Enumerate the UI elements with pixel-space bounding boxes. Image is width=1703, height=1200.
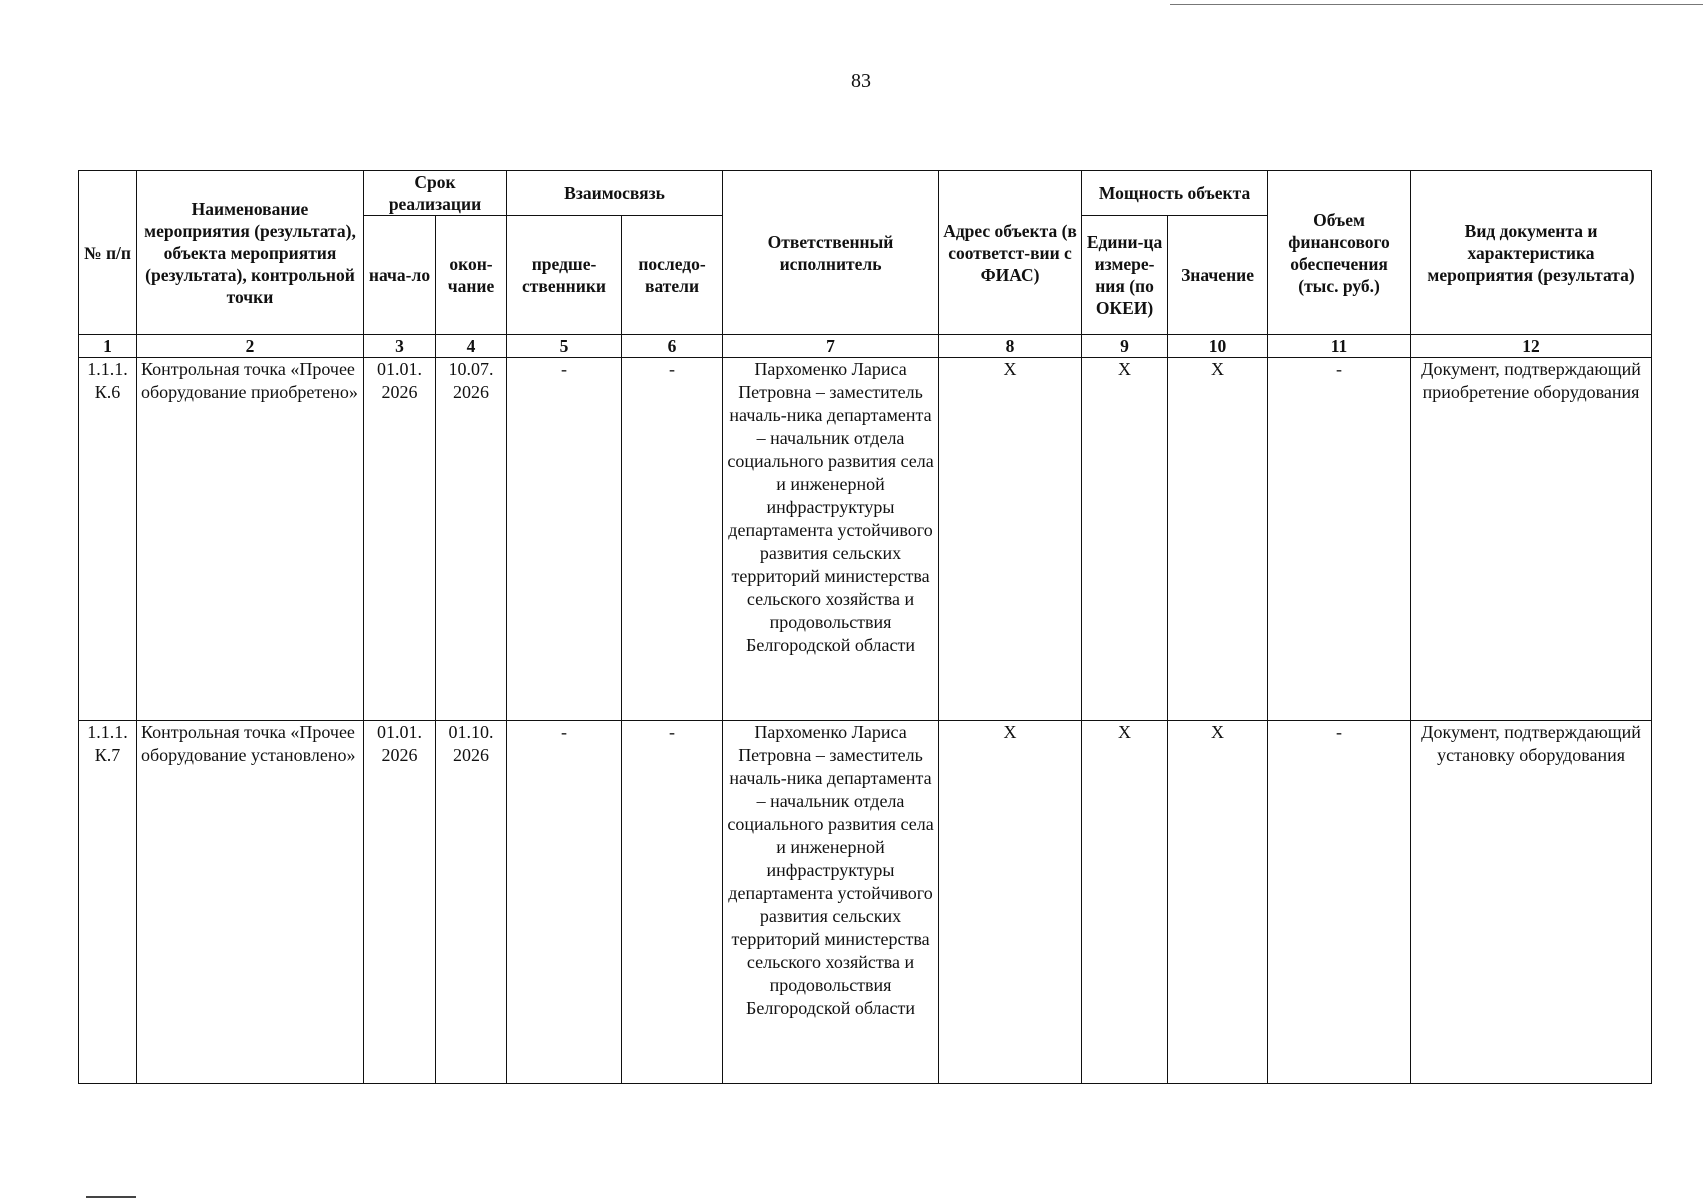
column-number: 6 (622, 335, 723, 358)
column-number: 12 (1411, 335, 1652, 358)
header-capacity-unit: Едини-ца измере-ния (по ОКЕИ) (1082, 216, 1168, 335)
header-num: № п/п (79, 171, 137, 335)
header-responsible: Ответственный исполнитель (723, 171, 939, 335)
table-row (79, 358, 1652, 721)
row-successors: - (622, 721, 723, 1084)
header-link-predecessors: предше-ственники (507, 216, 622, 335)
header-name: Наименование мероприятия (результата), объекта мероприятия (результата), контрольной точки (137, 171, 364, 335)
bottom-rule (86, 1196, 136, 1198)
row-address: Х (939, 721, 1082, 1084)
row-end-date: 10.07. 2026 (436, 358, 507, 721)
row-unit: Х (1082, 358, 1168, 721)
column-number: 5 (507, 335, 622, 358)
column-number: 9 (1082, 335, 1168, 358)
table-row (79, 721, 1652, 1084)
header-period-end: окон-чание (436, 216, 507, 335)
row-responsible: Пархоменко Лариса Петровна – заместитель началь-ника департамента – начальник отдела социального развития села и инженерной инфраструктуры департамента устойчивого развития сельских территорий министерства сельского хозяйства и продовольствия Белгородской области (723, 358, 939, 721)
row-finance: - (1268, 358, 1411, 721)
row-value: Х (1168, 358, 1268, 721)
row-unit: Х (1082, 721, 1168, 1084)
row-predecessors: - (507, 721, 622, 1084)
row-number: 1.1.1. К.7 (79, 721, 137, 1084)
column-number: 3 (364, 335, 436, 358)
header-finance: Объем финансового обеспечения (тыс. руб.) (1268, 171, 1411, 335)
row-finance: - (1268, 721, 1411, 1084)
row-value: Х (1168, 721, 1268, 1084)
column-number: 10 (1168, 335, 1268, 358)
column-number: 8 (939, 335, 1082, 358)
row-name: Контрольная точка «Прочее оборудование установлено» (137, 721, 364, 1084)
row-number: 1.1.1. К.6 (79, 358, 137, 721)
header-capacity-value: Значение (1168, 216, 1268, 335)
page-number: 83 (851, 70, 871, 92)
column-number: 1 (79, 335, 137, 358)
header-period-start: нача-ло (364, 216, 436, 335)
row-end-date: 01.10. 2026 (436, 721, 507, 1084)
column-number: 7 (723, 335, 939, 358)
row-document: Документ, подтверждающий установку оборудования (1411, 721, 1652, 1084)
row-start-date: 01.01. 2026 (364, 358, 436, 721)
row-responsible: Пархоменко Лариса Петровна – заместитель началь-ника департамента – начальник отдела социального развития села и инженерной инфраструктуры департамента устойчивого развития сельских территорий министерства сельского хозяйства и продовольствия Белгородской области (723, 721, 939, 1084)
header-link-successors: последо-ватели (622, 216, 723, 335)
column-number: 4 (436, 335, 507, 358)
header-address: Адрес объекта (в соответст-вии с ФИАС) (939, 171, 1082, 335)
header-document: Вид документа и характеристика мероприятия (результата) (1411, 171, 1652, 335)
row-successors: - (622, 358, 723, 721)
header-capacity: Мощность объекта (1082, 171, 1268, 216)
column-number: 11 (1268, 335, 1411, 358)
row-start-date: 01.01. 2026 (364, 721, 436, 1084)
row-document: Документ, подтверждающий приобретение оборудования (1411, 358, 1652, 721)
row-address: Х (939, 358, 1082, 721)
row-name: Контрольная точка «Прочее оборудование приобретено» (137, 358, 364, 721)
top-rule (1170, 4, 1703, 5)
schedule-table (78, 170, 1652, 1084)
row-predecessors: - (507, 358, 622, 721)
header-link: Взаимосвязь (507, 171, 723, 216)
column-number: 2 (137, 335, 364, 358)
header-period: Срок реализации (364, 171, 507, 216)
